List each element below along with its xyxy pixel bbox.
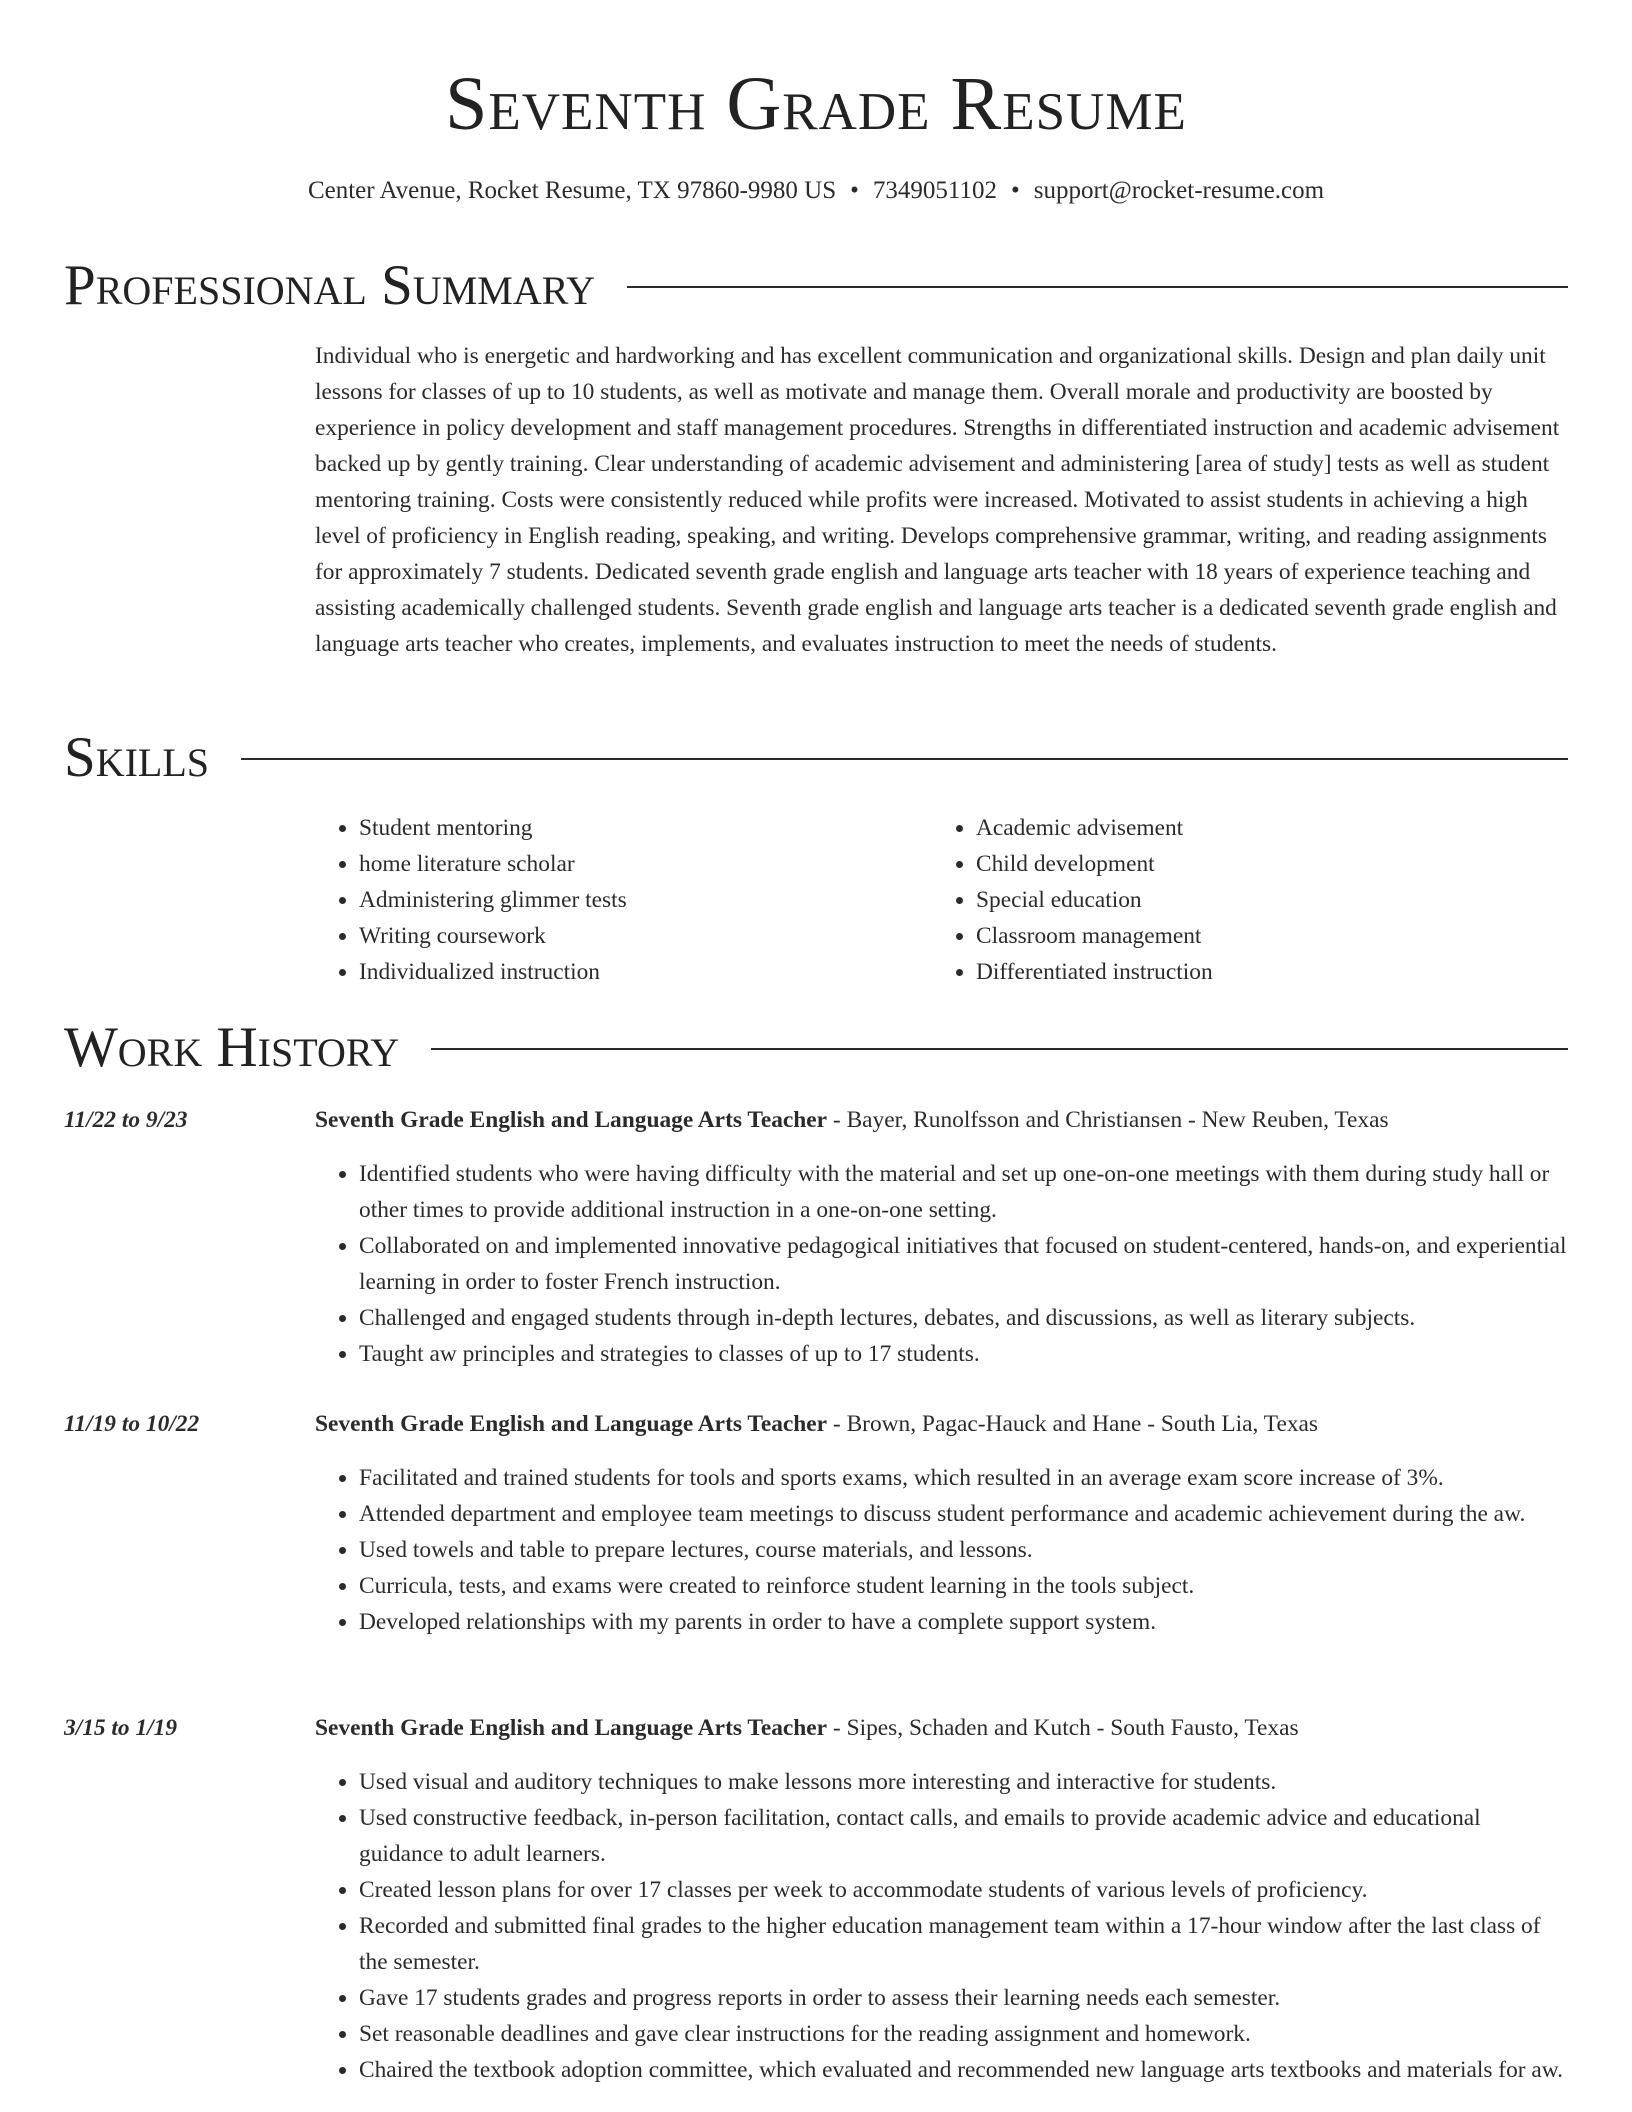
section-divider xyxy=(627,286,1568,288)
job-headline xyxy=(315,1710,1568,1746)
job-headline xyxy=(315,1102,1568,1138)
job-bullet: • Chaired the textbook adoption committee, which evaluated and recommended new language arts textbooks and materials for aw. xyxy=(359,2052,1568,2088)
job-bullet: • Set reasonable deadlines and gave clear instructions for the reading assignment and homework. xyxy=(359,2016,1568,2052)
job-bullet: • Gave 17 students grades and progress reports in order to assess their learning needs each semester. xyxy=(359,1980,1568,2016)
job-dates: 11/22 to 9/23 xyxy=(64,1107,188,1133)
job-employer: - Brown, Pagac-Hauck and Hane - South Lia, Texas xyxy=(827,1411,1319,1437)
job-bullet: • Taught aw principles and strategies to classes of up to 17 students. xyxy=(359,1336,1568,1372)
contact-phone: 7349051102 xyxy=(872,177,997,204)
skill-item: • Classroom management xyxy=(976,918,1549,954)
skill-item: • Differentiated instruction xyxy=(976,954,1549,990)
resume-name: Seventh Grade Resume xyxy=(445,62,1187,146)
job-bullet: • Collaborated on and implemented innovative pedagogical initiatives that focused on student-centered, hands-on, and experiential learning in order to foster French instruction. xyxy=(359,1228,1568,1300)
job-bullets xyxy=(315,1460,1568,1640)
skill-item: • Child development xyxy=(976,846,1549,882)
skill-item: • Special education xyxy=(976,882,1549,918)
contact-email: support@rocket-resume.com xyxy=(1033,177,1325,204)
skill-item: • Individualized instruction xyxy=(359,954,932,990)
skill-item: • Writing coursework xyxy=(359,918,932,954)
contact-address: Center Avenue, Rocket Resume, TX 97860-9980 US xyxy=(307,177,837,204)
job-bullets xyxy=(315,1156,1568,1372)
job-bullet: • Used towels and table to prepare lectures, course materials, and lessons. xyxy=(359,1532,1568,1568)
skills-list xyxy=(315,810,1568,990)
job-dates: 11/19 to 10/22 xyxy=(64,1411,200,1437)
section-divider xyxy=(431,1048,1568,1050)
skills-heading: Skills xyxy=(64,726,210,789)
work-section-header xyxy=(64,1016,1568,1080)
job-bullets xyxy=(315,1764,1568,2088)
job-bullet: • Challenged and engaged students through in-depth lectures, debates, and discussions, as well as literary subjects. xyxy=(359,1300,1568,1336)
skills-section-header xyxy=(64,726,1568,790)
job-title: Seventh Grade English and Language Arts Teacher xyxy=(315,1715,828,1741)
job-bullet: • Identified students who were having difficulty with the material and set up one-on-one meetings with them during study hall or other times to provide additional instruction in a one-on-one setting. xyxy=(359,1156,1568,1228)
job-bullet: • Attended department and employee team meetings to discuss student performance and academic achievement during the aw. xyxy=(359,1496,1568,1532)
job-headline xyxy=(315,1406,1568,1442)
skill-item: • Academic advisement xyxy=(976,810,1549,846)
job-bullet: • Curricula, tests, and exams were created to reinforce student learning in the tools subject. xyxy=(359,1568,1568,1604)
contact-separator: • xyxy=(850,177,859,204)
work-heading: Work History xyxy=(64,1016,400,1079)
job-bullet: • Used constructive feedback, in-person facilitation, contact calls, and emails to provide academic advice and educational guidance to adult learners. xyxy=(359,1800,1568,1872)
job-bullet: • Created lesson plans for over 17 classes per week to accommodate students of various levels of proficiency. xyxy=(359,1872,1568,1908)
job-bullet: • Used visual and auditory techniques to make lessons more interesting and interactive for students. xyxy=(359,1764,1568,1800)
job-bullet: • Facilitated and trained students for tools and sports exams, which resulted in an average exam score increase of 3%. xyxy=(359,1460,1568,1496)
summary-text: Individual who is energetic and hardworking and has excellent communication and organizational skills. Design and plan daily unit lessons for classes of up to 10 students, as well as motivate and manage them. Overall morale and productivity are boosted by experience in policy development and staff management procedures. Strengths in differentiated instruction and academic advisement backed up by gently training. Clear understanding of academic advisement and administering [area of study] tests as well as student mentoring training. Costs were consistently reduced while profits were increased. Motivated to assist students in achieving a high level of proficiency in English reading, speaking, and writing. Develops comprehensive grammar, writing, and reading assignments for approximately 7 students. Dedicated seventh grade english and language arts teacher with 18 years of experience teaching and assisting academically challenged students. Seventh grade english and language arts teacher is a dedicated seventh grade english and language arts teacher who creates, implements, and evaluates instruction to meet the needs of students. xyxy=(315,343,1560,657)
job-dates: 3/15 to 1/19 xyxy=(64,1715,178,1741)
job-title: Seventh Grade English and Language Arts Teacher xyxy=(315,1411,828,1437)
job-employer: - Bayer, Runolfsson and Christiansen - New Reuben, Texas xyxy=(827,1107,1389,1133)
contact-line xyxy=(64,174,1568,208)
job-employer: - Sipes, Schaden and Kutch - South Fausto, Texas xyxy=(827,1715,1299,1741)
job-title: Seventh Grade English and Language Arts Teacher xyxy=(315,1107,828,1133)
skill-item: • home literature scholar xyxy=(359,846,932,882)
job-bullet: • Developed relationships with my parents in order to have a complete support system. xyxy=(359,1604,1568,1640)
skills-column-right xyxy=(932,810,1549,990)
skill-item: • Student mentoring xyxy=(359,810,932,846)
summary-heading: Professional Summary xyxy=(64,254,596,317)
skills-column-left xyxy=(315,810,932,990)
summary-section-header xyxy=(64,254,1568,318)
skill-item: • Administering glimmer tests xyxy=(359,882,932,918)
section-divider xyxy=(241,758,1568,760)
job-bullet: • Recorded and submitted final grades to the higher education management team within a 17-hour window after the last class of the semester. xyxy=(359,1908,1568,1980)
contact-separator: • xyxy=(1010,177,1020,204)
